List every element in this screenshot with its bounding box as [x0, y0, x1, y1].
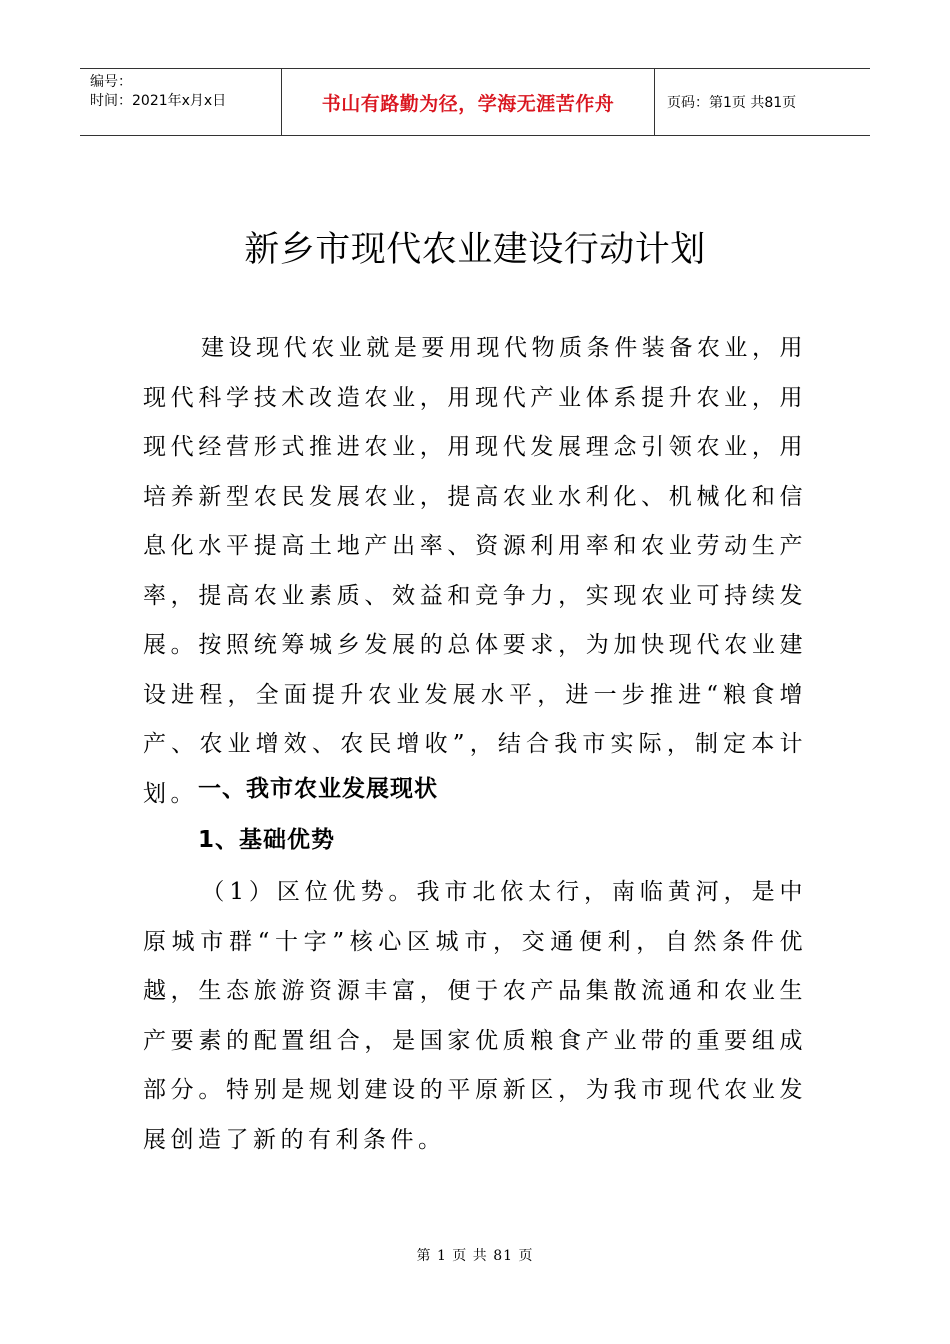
- date-label: 时间：2021年x月x日: [90, 93, 227, 109]
- section-heading: 一、我市农业发展现状: [198, 776, 438, 802]
- intro-paragraph-text: 建设现代农业就是要用现代物质条件装备农业，用现代科学技术改造农业，用现代产业体系提升农业，用现代经营形式推进农业，用现代发展理念引领农业，用培养新型农民发展农业，提高农业水利化、机械化和信息化水平提高土地产出率、资源利用率和农业劳动生产率，提高农业素质、效益和竞争力，实现农业可持续发展。按照统筹城乡发展的总体要求，为加快现代农业建设进程，全面提升农业发展水平，进一步推进“粮食增产、农业增效、农民增收”，结合我市实际，制定本计划。: [143, 335, 807, 807]
- header-page-info: 页码：第1页 共81页: [667, 95, 797, 111]
- location-paragraph-text: （1）区位优势。我市北依太行，南临黄河，是中原城市群“十字”核心区城市，交通便利，自然条件优越，生态旅游资源丰富，便于农产品集散流通和农业生产要素的配置组合，是国家优质粮食产业带的重要组成部分。特别是规划建设的平原新区，为我市现代农业发展创造了新的有利条件。: [143, 879, 807, 1153]
- number-label: 编号：: [90, 74, 132, 90]
- page-footer: 第 1 页 共 81 页: [416, 1248, 534, 1264]
- header-meta: [80, 69, 282, 135]
- document-header: [80, 68, 870, 136]
- intro-paragraph: [143, 324, 807, 819]
- header-motto: 书山有路勤为径，学海无涯苦作舟: [282, 69, 655, 135]
- document-title: 新乡市现代农业建设行动计划: [244, 230, 706, 270]
- subsection-heading: 1、基础优势: [198, 827, 336, 853]
- location-paragraph: [143, 868, 807, 1165]
